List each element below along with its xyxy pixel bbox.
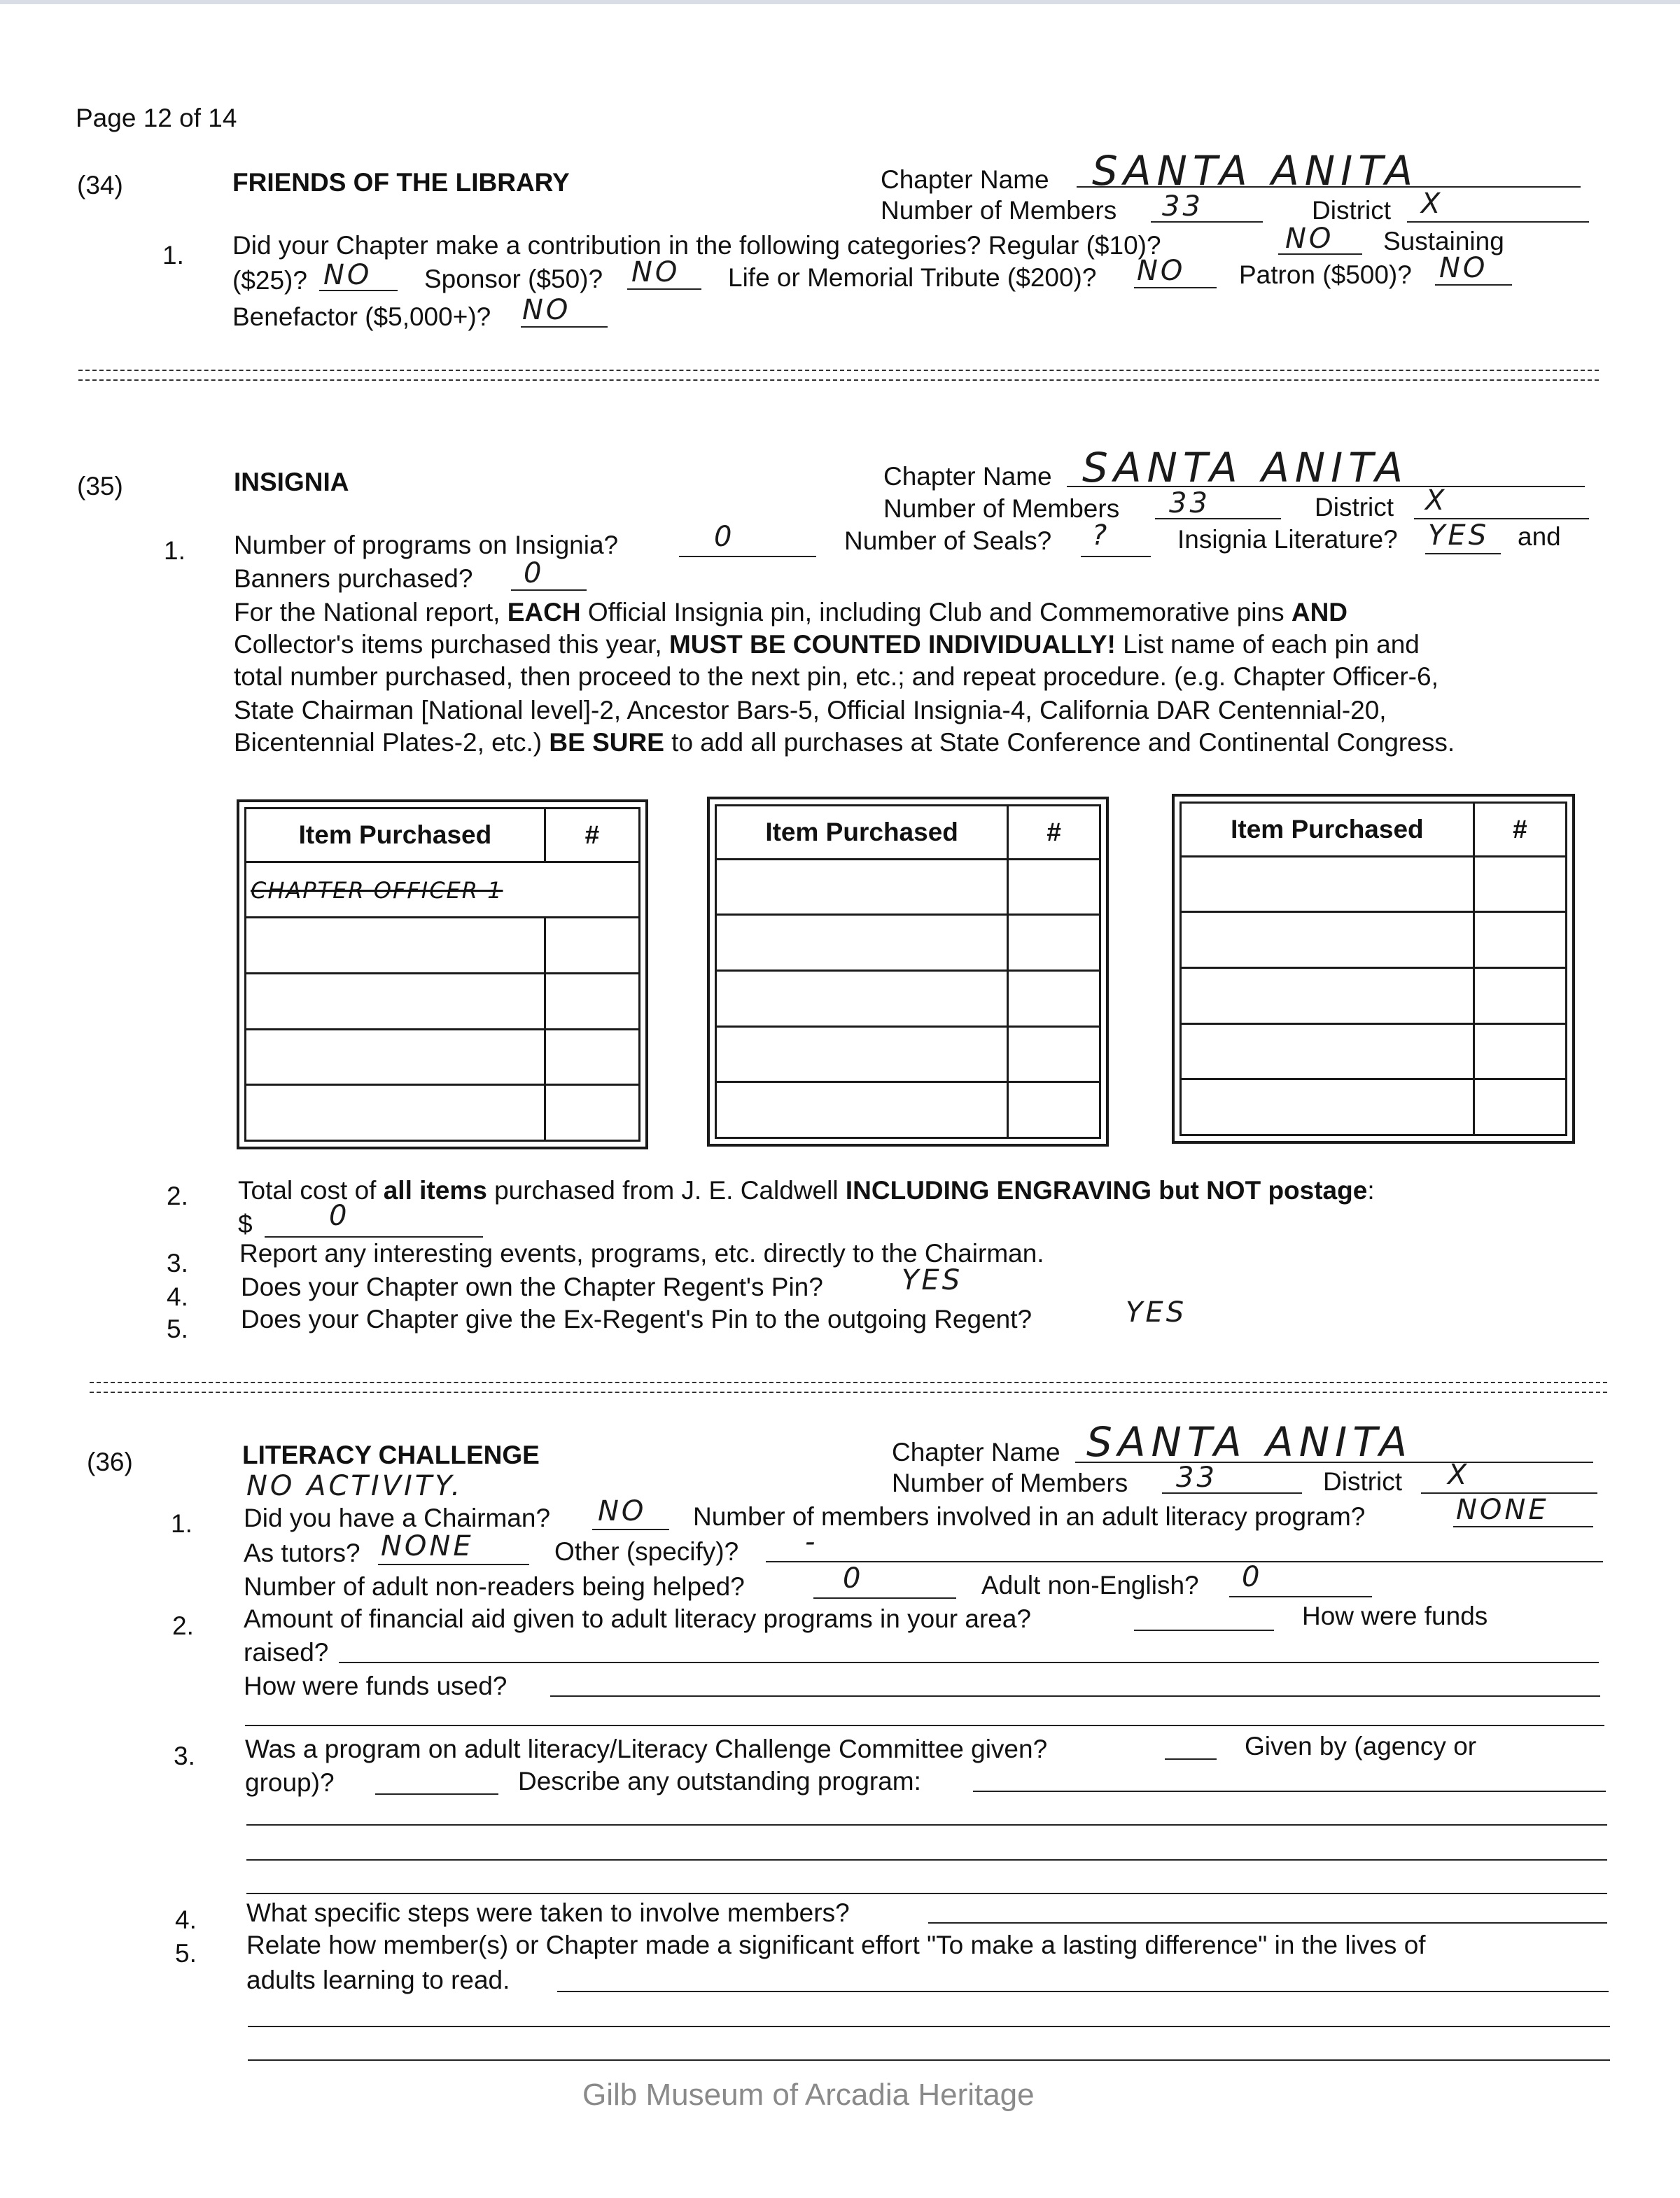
s36-other-line [766, 1561, 1603, 1562]
s36-members-label: Number of Members [892, 1469, 1128, 1497]
s36-q3-describe-line [973, 1791, 1606, 1792]
s35-q5-number: 5. [167, 1315, 188, 1343]
table1-row-3-count[interactable] [545, 973, 639, 1029]
s35-q2d: INCLUDING ENGRAVING but NOT postage [845, 1176, 1368, 1205]
s36-other-label: Other (specify)? [554, 1537, 739, 1566]
s35-programs-value[interactable]: 0 [714, 521, 735, 553]
table3-item-header: Item Purchased [1181, 803, 1474, 857]
s36-q3-text-a: Was a program on adult literacy/Literacy Challenge Committee given? [245, 1735, 1048, 1763]
s36-q3-extra-line-2 [246, 1859, 1607, 1861]
s36-chairman-value[interactable]: NO [598, 1495, 647, 1527]
s34-benefactor-value[interactable]: NO [522, 294, 571, 326]
s35-chapter-value[interactable]: SANTA ANITA [1082, 444, 1409, 491]
table3-row-2-count[interactable] [1474, 912, 1566, 968]
separator-1 [78, 370, 1599, 381]
purchase-table-2 [707, 797, 1109, 1147]
section-34-title: FRIENDS OF THE LIBRARY [232, 168, 570, 197]
s34-q1-line1: Did your Chapter make a contribution in the following categories? Regular ($10)? [232, 231, 1161, 260]
s35-seals-line [1081, 556, 1151, 557]
s36-q3-describe-label: Describe any outstanding program: [518, 1767, 921, 1795]
table2-row-3-item[interactable] [716, 970, 1008, 1026]
s36-q2-raised-label: raised? [244, 1638, 329, 1667]
s35-q5-text: Does your Chapter give the Ex-Regent's Pin to the outgoing Regent? [241, 1305, 1032, 1334]
s34-sustaining-label: Sustaining [1383, 227, 1504, 255]
s36-nonreaders-line [813, 1597, 956, 1599]
table2-item-header: Item Purchased [716, 806, 1008, 860]
table1-row-2-count[interactable] [545, 918, 639, 974]
s35-q5-value[interactable]: YES [1126, 1296, 1187, 1329]
s36-q2-raised-line [339, 1662, 1599, 1663]
table1-row-2-item[interactable] [246, 918, 545, 974]
s34-sponsor-line [627, 288, 701, 290]
table3-row-2-item[interactable] [1181, 912, 1474, 968]
s36-q2-used-line [550, 1695, 1600, 1697]
s36-involved-label: Number of members involved in an adult literacy program? [693, 1502, 1366, 1531]
section-34-number: (34) [77, 171, 123, 200]
s35-q2-value[interactable]: 0 [329, 1200, 350, 1232]
s35-para-1a: For the National report, [234, 598, 500, 626]
purchase-table-3 [1172, 794, 1575, 1144]
s36-q2-text-a: Amount of financial aid given to adult literacy programs in your area? [244, 1604, 1031, 1633]
s34-life-line [1134, 287, 1217, 288]
s34-district-label: District [1312, 196, 1392, 225]
table2-row-1-item[interactable] [716, 859, 1008, 915]
section-35-title: INSIGNIA [234, 468, 349, 496]
s36-q5-text-b: adults learning to read. [246, 1966, 510, 1994]
s34-q1-number: 1. [162, 241, 184, 270]
table3-row-1-item[interactable] [1181, 856, 1474, 912]
s36-q4-text: What specific steps were taken to involve members? [246, 1898, 850, 1927]
s35-q2e: : [1367, 1176, 1375, 1205]
s34-district-value[interactable]: X [1421, 188, 1443, 220]
s34-regular-value[interactable]: NO [1285, 223, 1334, 255]
s34-benefactor-label: Benefactor ($5,000+)? [232, 302, 491, 331]
table1-row-5-item[interactable] [246, 1085, 545, 1141]
s36-members-value[interactable]: 33 [1176, 1462, 1217, 1494]
s35-para-1b: EACH [507, 598, 581, 626]
footer-watermark: Gilb Museum of Arcadia Heritage [582, 2078, 1035, 2112]
s35-programs-line [679, 556, 816, 557]
s35-q4-value[interactable]: YES [902, 1264, 963, 1296]
s36-chapter-value[interactable]: SANTA ANITA [1086, 1418, 1413, 1466]
s35-q2-text [238, 1176, 1375, 1205]
s36-q5-line-3 [248, 2059, 1610, 2061]
s34-sponsor-value[interactable]: NO [631, 256, 680, 288]
s35-literature-label: Insignia Literature? [1177, 525, 1398, 554]
s36-q5-number: 5. [175, 1939, 197, 1968]
s35-district-label: District [1315, 493, 1394, 522]
separator-2 [90, 1382, 1607, 1393]
table1-count-header: # [545, 808, 639, 862]
s34-life-label: Life or Memorial Tribute ($200)? [728, 263, 1097, 292]
s36-chapter-label: Chapter Name [892, 1438, 1060, 1466]
s36-q2-amount-line [1134, 1630, 1274, 1631]
s36-tutors-label: As tutors? [244, 1539, 360, 1567]
table3-row-5-item[interactable] [1181, 1079, 1474, 1135]
s34-district-line [1407, 221, 1589, 223]
s35-banners-line [511, 589, 587, 591]
table2-row-1-count[interactable] [1008, 859, 1100, 915]
s36-involved-line [1453, 1526, 1593, 1527]
s34-chapter-value[interactable]: SANTA ANITA [1092, 147, 1419, 195]
s35-q3-number: 3. [167, 1249, 188, 1278]
s35-para-2c: List name of each pin and [1123, 630, 1420, 659]
s35-para-5b: BE SURE [549, 728, 664, 757]
table2-row-4-count[interactable] [1008, 1026, 1100, 1082]
table1-row-1-entry: CHAPTER OFFICER 1 [251, 876, 503, 904]
table2-row-3-count[interactable] [1008, 970, 1100, 1026]
s34-sustaining-value[interactable]: NO [323, 259, 372, 291]
s35-programs-label: Number of programs on Insignia? [234, 531, 619, 559]
s35-literature-line [1425, 553, 1501, 554]
s36-q3-given-line [1165, 1758, 1217, 1760]
s35-para-1c: Official Insignia pin, including Club and Commemorative pins [587, 598, 1284, 626]
s34-members-value[interactable]: 33 [1162, 190, 1203, 223]
s35-q2b: all items [383, 1176, 487, 1205]
s34-q1-line2a: ($25)? [232, 266, 307, 295]
s36-q3-text-b: Given by (agency or [1245, 1732, 1477, 1760]
s34-chapter-label: Chapter Name [881, 165, 1049, 194]
s35-chapter-label: Chapter Name [883, 462, 1052, 491]
s36-chairman-line [592, 1529, 669, 1530]
s35-q3-text: Report any interesting events, programs, etc. directly to the Chairman. [239, 1239, 1044, 1268]
s36-nonenglish-value[interactable]: 0 [1242, 1561, 1263, 1593]
s36-q1-number: 1. [171, 1509, 192, 1538]
s35-q2-number: 2. [167, 1182, 188, 1210]
section-36-number: (36) [87, 1448, 133, 1476]
s36-note[interactable]: NO ACTIVITY. [246, 1470, 463, 1502]
s35-para-line1 [234, 598, 1348, 627]
s35-members-value[interactable]: 33 [1169, 487, 1210, 519]
page-label: Page 12 of 14 [76, 104, 237, 132]
s35-para-2b: MUST BE COUNTED INDIVIDUALLY! [668, 630, 1116, 659]
table1-row-5-count[interactable] [545, 1085, 639, 1141]
s35-para-1d: AND [1291, 598, 1348, 626]
table2-row-5-item[interactable] [716, 1082, 1008, 1138]
table3-row-5-count[interactable] [1474, 1079, 1566, 1135]
table1-row-4-count[interactable] [545, 1029, 639, 1085]
s36-q5-line-2 [248, 2026, 1610, 2027]
s35-banners-label: Banners purchased? [234, 564, 473, 593]
s36-nonenglish-label: Adult non-English? [981, 1571, 1199, 1600]
table1-item-header: Item Purchased [246, 808, 545, 862]
table1-row-4-item[interactable] [246, 1029, 545, 1085]
table2-row-2-count[interactable] [1008, 915, 1100, 971]
s36-q2-text-b: How were funds [1302, 1602, 1488, 1630]
s36-q5-text-a: Relate how member(s) or Chapter made a significant effort "To make a lasting difference" in the lives of [246, 1931, 1426, 1959]
s36-involved-value[interactable]: NONE [1456, 1494, 1549, 1526]
s35-members-label: Number of Members [883, 494, 1120, 523]
s36-district-value[interactable]: X [1448, 1459, 1470, 1491]
s35-para-line5 [234, 728, 1455, 757]
s36-q3-extra-line-1 [246, 1824, 1607, 1826]
table3-row-3-item[interactable] [1181, 967, 1474, 1023]
s35-q2c: purchased from J. E. Caldwell [494, 1176, 839, 1205]
s35-q4-text: Does your Chapter own the Chapter Regent's Pin? [241, 1273, 823, 1301]
s35-seals-value[interactable]: ? [1092, 519, 1110, 552]
s35-q2-dollar: $ [238, 1210, 253, 1238]
s36-q2-used-label: How were funds used? [244, 1672, 507, 1700]
s35-literature-value[interactable]: YES [1428, 519, 1490, 552]
scan-top-edge [0, 0, 1680, 4]
table3-row-1-count[interactable] [1474, 856, 1566, 912]
s36-q3-extra-line-3 [246, 1893, 1607, 1894]
s35-para-5a: Bicentennial Plates-2, etc.) [234, 728, 542, 757]
table2-row-2-item[interactable] [716, 915, 1008, 971]
s35-and-label: and [1518, 522, 1561, 551]
s34-sponsor-label: Sponsor ($50)? [424, 265, 603, 293]
table1-row-1[interactable] [246, 862, 640, 918]
s35-q1-number: 1. [164, 536, 186, 565]
s35-q2-line [265, 1236, 483, 1238]
s34-members-label: Number of Members [881, 196, 1117, 225]
s35-para-5c: to add all purchases at State Conference and Continental Congress. [671, 728, 1455, 757]
section-35-number: (35) [77, 472, 123, 500]
s35-para-line4: State Chairman [National level]-2, Ancestor Bars-5, Official Insignia-4, California DAR Centennial-20, [234, 696, 1387, 724]
s36-q4-line [928, 1922, 1607, 1924]
s36-chairman-label: Did you have a Chairman? [244, 1504, 551, 1532]
s36-q3-group-line [375, 1793, 498, 1795]
s36-other-value[interactable]: - [805, 1526, 818, 1558]
table3-count-header: # [1474, 803, 1566, 857]
table2-row-4-item[interactable] [716, 1026, 1008, 1082]
s35-q2a: Total cost of [238, 1176, 377, 1205]
s36-q5-line-1 [557, 1991, 1609, 1992]
s36-tutors-line [378, 1564, 529, 1565]
table3-row-3-count[interactable] [1474, 967, 1566, 1023]
s35-banners-value[interactable]: 0 [524, 557, 545, 589]
s34-benefactor-line [521, 326, 608, 328]
table2-count-header: # [1008, 806, 1100, 860]
s36-tutors-value[interactable]: NONE [381, 1530, 474, 1562]
s35-q4-number: 4. [167, 1282, 188, 1311]
s36-nonenglish-line [1229, 1596, 1372, 1597]
s36-q2-extra-line [245, 1725, 1604, 1726]
table2-row-5-count[interactable] [1008, 1082, 1100, 1138]
s34-patron-label: Patron ($500)? [1239, 260, 1412, 289]
s36-q2-number: 2. [172, 1611, 194, 1640]
table1-row-3-item[interactable] [246, 973, 545, 1029]
s36-nonreaders-value[interactable]: 0 [843, 1562, 864, 1595]
s34-patron-line [1435, 284, 1512, 286]
s35-district-value[interactable]: X [1425, 484, 1448, 517]
s36-nonreaders-label: Number of adult non-readers being helped? [244, 1572, 745, 1601]
table3-row-4-item[interactable] [1181, 1023, 1474, 1079]
s35-para-line3: total number purchased, then proceed to the next pin, etc.; and repeat procedure. (e.g. Chapter Officer-6, [234, 662, 1438, 691]
s35-para-2a: Collector's items purchased this year, [234, 630, 662, 659]
section-36-title: LITERACY CHALLENGE [242, 1441, 540, 1469]
s35-para-line2 [234, 630, 1420, 659]
s36-q3-group-label: group)? [245, 1768, 335, 1797]
table3-row-4-count[interactable] [1474, 1023, 1566, 1079]
s34-life-value[interactable]: NO [1137, 255, 1186, 287]
s36-q4-number: 4. [175, 1905, 197, 1934]
s36-district-label: District [1323, 1467, 1403, 1496]
s34-patron-value[interactable]: NO [1439, 252, 1488, 284]
s36-q3-number: 3. [174, 1742, 195, 1770]
purchase-table-1 [237, 799, 648, 1149]
s35-seals-label: Number of Seals? [844, 526, 1052, 555]
